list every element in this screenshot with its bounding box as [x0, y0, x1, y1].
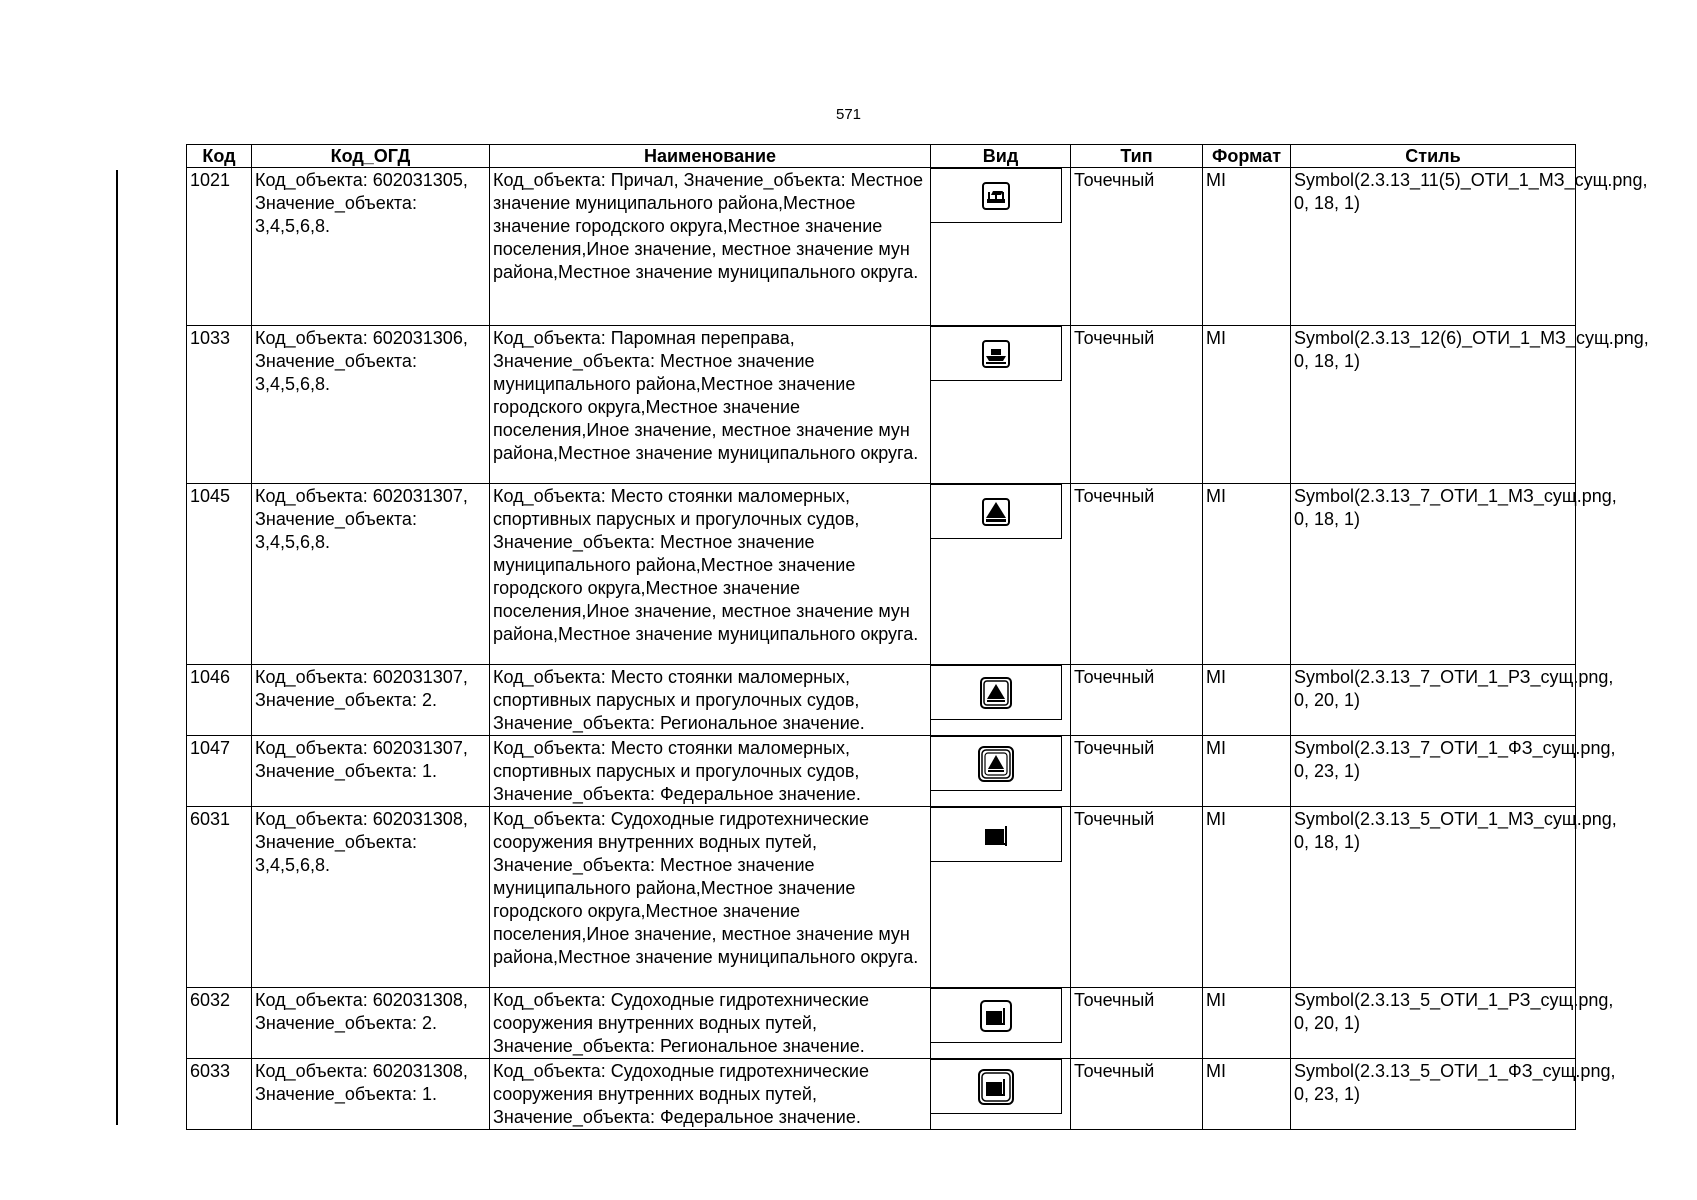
cell-vid	[931, 168, 1071, 326]
header-vid: Вид	[931, 145, 1071, 168]
cell-kod: 1021	[187, 168, 252, 326]
cell-kod: 6033	[187, 1059, 252, 1130]
symbol-frame	[931, 484, 1062, 539]
cell-kod: 6032	[187, 988, 252, 1059]
symbol-frame	[931, 807, 1062, 862]
header-type: Тип	[1071, 145, 1203, 168]
symbol-frame	[931, 988, 1062, 1043]
cell-type: Точечный	[1071, 736, 1203, 807]
table-row	[187, 988, 1576, 1059]
cell-kod-ogd: Код_объекта: 602031308, Значение_объекта: 1.	[252, 1059, 490, 1130]
symbol-frame	[931, 736, 1062, 791]
symbol-frame	[931, 665, 1062, 720]
cell-name: Код_объекта: Место стоянки маломерных, спортивных парусных и прогулочных судов, Значение_объекта: Местное значение муниципального района,Местное значение городского округа,Местное значение поселения,Иное значение, местное значение мун района,Местное значение муниципального округа.	[490, 484, 931, 665]
symbols-table	[186, 144, 1649, 1130]
table-row	[187, 168, 1576, 326]
header-kod: Код	[187, 145, 252, 168]
header-format: Формат	[1203, 145, 1291, 168]
cell-name: Код_объекта: Место стоянки маломерных, спортивных парусных и прогулочных судов, Значение_объекта: Региональное значение.	[490, 665, 931, 736]
cell-vid	[931, 988, 1071, 1059]
table-row	[187, 326, 1576, 484]
cell-type: Точечный	[1071, 326, 1203, 484]
cell-type: Точечный	[1071, 807, 1203, 988]
cell-style: Symbol(2.3.13_7_ОТИ_1_МЗ_сущ.png, 0, 18, 1)	[1291, 484, 1576, 665]
hydro-structure-regional-symbol-icon	[980, 1000, 1012, 1032]
ferry-symbol-icon	[982, 340, 1010, 368]
table-header-row	[187, 145, 1576, 168]
cell-kod-ogd: Код_объекта: 602031307, Значение_объекта: 2.	[252, 665, 490, 736]
table-row	[187, 807, 1576, 988]
sailboat-regional-symbol-icon	[980, 677, 1012, 709]
cell-name: Код_объекта: Судоходные гидротехнические сооружения внутренних водных путей, Значение_объекта: Региональное значение.	[490, 988, 931, 1059]
cell-style: Symbol(2.3.13_12(6)_ОТИ_1_МЗ_сущ.png, 0, 18, 1)	[1291, 326, 1576, 484]
cell-type: Точечный	[1071, 665, 1203, 736]
cell-vid	[931, 807, 1071, 988]
cell-style: Symbol(2.3.13_5_ОТИ_1_МЗ_сущ.png, 0, 18, 1)	[1291, 807, 1576, 988]
symbol-frame	[931, 168, 1062, 223]
cell-format: MI	[1203, 665, 1291, 736]
cell-name: Код_объекта: Судоходные гидротехнические сооружения внутренних водных путей, Значение_объекта: Федеральное значение.	[490, 1059, 931, 1130]
cell-format: MI	[1203, 326, 1291, 484]
table-row	[187, 736, 1576, 807]
page-number: 571	[835, 106, 862, 123]
cell-kod-ogd: Код_объекта: 602031308, Значение_объекта: 3,4,5,6,8.	[252, 807, 490, 988]
cell-kod: 1047	[187, 736, 252, 807]
symbol-frame	[931, 326, 1062, 381]
cell-kod: 1045	[187, 484, 252, 665]
cell-vid	[931, 326, 1071, 484]
cell-format: MI	[1203, 736, 1291, 807]
sailboat-symbol-icon	[982, 498, 1010, 526]
cell-kod: 1046	[187, 665, 252, 736]
hydro-structure-federal-symbol-icon	[978, 1069, 1014, 1105]
cell-style: Symbol(2.3.13_5_ОТИ_1_ФЗ_сущ.png, 0, 23, 1)	[1291, 1059, 1576, 1130]
cell-vid	[931, 1059, 1071, 1130]
table-row	[187, 665, 1576, 736]
cell-kod-ogd: Код_объекта: 602031307, Значение_объекта: 1.	[252, 736, 490, 807]
cell-type: Точечный	[1071, 988, 1203, 1059]
cell-style: Symbol(2.3.13_7_ОТИ_1_ФЗ_сущ.png, 0, 23, 1)	[1291, 736, 1576, 807]
table-row	[187, 484, 1576, 665]
cell-kod: 6031	[187, 807, 252, 988]
margin-line	[116, 170, 118, 1125]
cell-kod-ogd: Код_объекта: 602031306, Значение_объекта: 3,4,5,6,8.	[252, 326, 490, 484]
symbol-frame	[931, 1059, 1062, 1114]
header-style: Стиль	[1291, 145, 1576, 168]
cell-vid	[931, 665, 1071, 736]
cell-type: Точечный	[1071, 168, 1203, 326]
cell-style: Symbol(2.3.13_5_ОТИ_1_РЗ_сущ.png, 0, 20, 1)	[1291, 988, 1576, 1059]
table-row	[187, 1059, 1576, 1130]
cell-kod-ogd: Код_объекта: 602031305, Значение_объекта: 3,4,5,6,8.	[252, 168, 490, 326]
cell-type: Точечный	[1071, 1059, 1203, 1130]
cell-kod-ogd: Код_объекта: 602031308, Значение_объекта: 2.	[252, 988, 490, 1059]
cell-format: MI	[1203, 807, 1291, 988]
header-name: Наименование	[490, 145, 931, 168]
cell-kod: 1033	[187, 326, 252, 484]
hydro-structure-symbol-icon	[982, 821, 1010, 849]
cell-vid	[931, 484, 1071, 665]
header-kod-ogd: Код_ОГД	[252, 145, 490, 168]
cell-name: Код_объекта: Причал, Значение_объекта: Местное значение муниципального района,Местное значение городского округа,Местное значение поселения,Иное значение, местное значение мун района,Местное значение муниципального округа.	[490, 168, 931, 326]
pier-symbol-icon	[982, 182, 1010, 210]
cell-name: Код_объекта: Место стоянки маломерных, спортивных парусных и прогулочных судов, Значение_объекта: Федеральное значение.	[490, 736, 931, 807]
cell-style: Symbol(2.3.13_7_ОТИ_1_РЗ_сущ.png, 0, 20, 1)	[1291, 665, 1576, 736]
cell-format: MI	[1203, 484, 1291, 665]
cell-format: MI	[1203, 168, 1291, 326]
cell-name: Код_объекта: Судоходные гидротехнические сооружения внутренних водных путей, Значение_объекта: Местное значение муниципального района,Местное значение городского округа,Местное значение поселения,Иное значение, местное значение мун района,Местное значение муниципального округа.	[490, 807, 931, 988]
cell-type: Точечный	[1071, 484, 1203, 665]
cell-format: MI	[1203, 988, 1291, 1059]
cell-style: Symbol(2.3.13_11(5)_ОТИ_1_МЗ_сущ.png, 0, 18, 1)	[1291, 168, 1576, 326]
sailboat-federal-symbol-icon	[978, 746, 1014, 782]
cell-vid	[931, 736, 1071, 807]
cell-format: MI	[1203, 1059, 1291, 1130]
cell-kod-ogd: Код_объекта: 602031307, Значение_объекта: 3,4,5,6,8.	[252, 484, 490, 665]
cell-name: Код_объекта: Паромная переправа, Значение_объекта: Местное значение муниципального района,Местное значение городского округа,Местное значение поселения,Иное значение, местное значение мун района,Местное значение муниципального округа.	[490, 326, 931, 484]
